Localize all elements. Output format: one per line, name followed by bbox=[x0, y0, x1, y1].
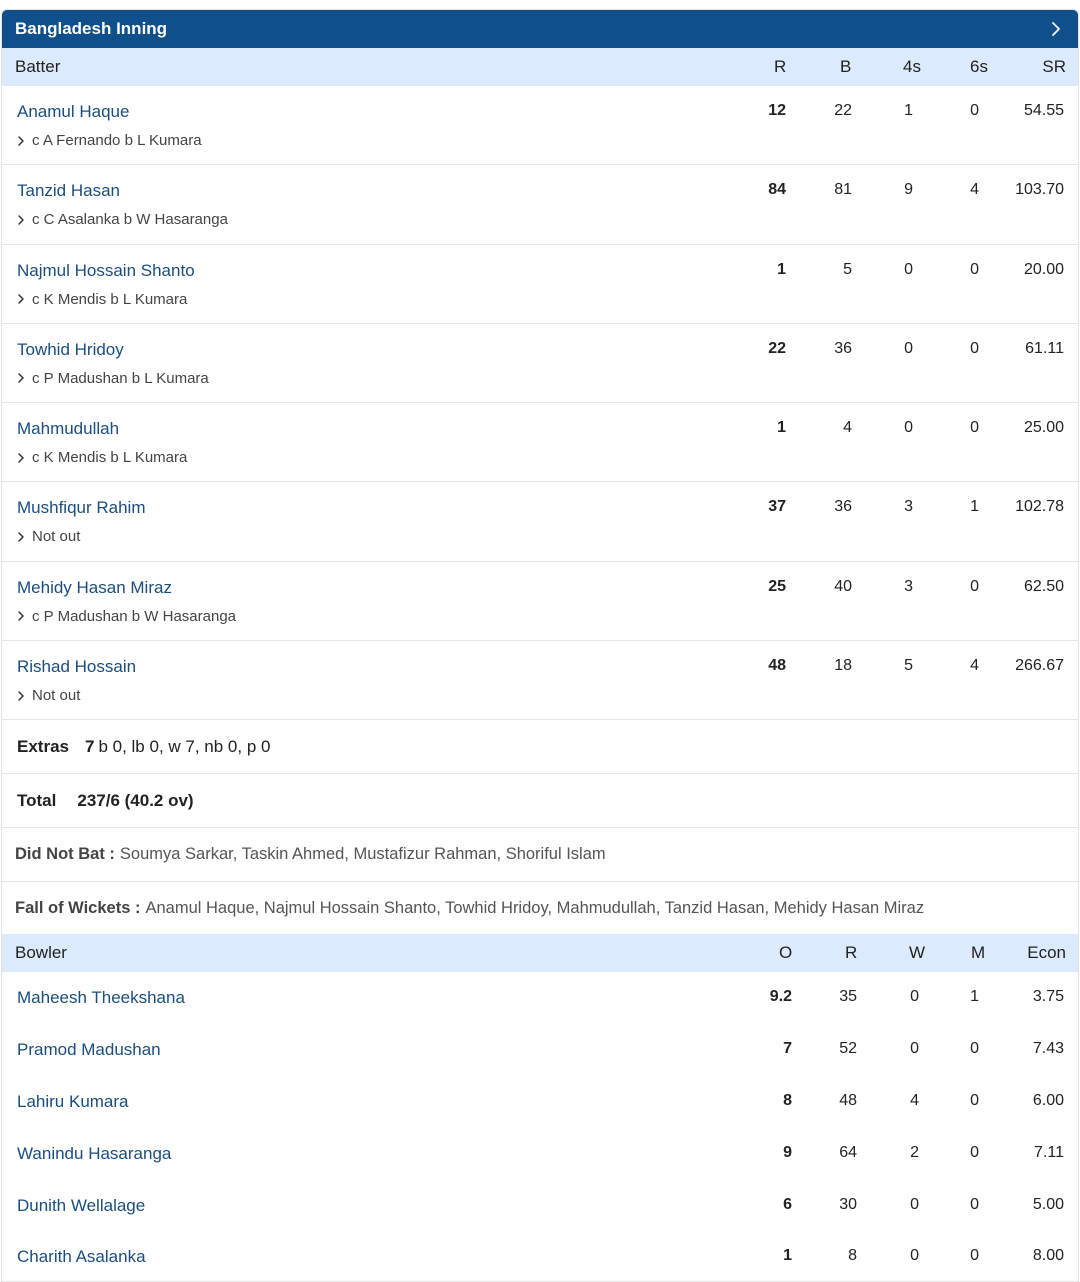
extras-detail: b 0, lb 0, w 7, nb 0, p 0 bbox=[98, 736, 271, 756]
economy-cell: 3.75 bbox=[1032, 988, 1064, 1006]
fours-cell: 0 bbox=[904, 260, 913, 278]
overs-cell: 1 bbox=[783, 1247, 792, 1265]
fours-cell: 3 bbox=[904, 577, 913, 595]
bowler-row bbox=[2, 972, 1078, 1024]
batter-row bbox=[2, 403, 1078, 482]
economy-cell: 5.00 bbox=[1032, 1195, 1064, 1213]
runs-conceded-cell: 35 bbox=[839, 988, 857, 1006]
overs-cell: 9.2 bbox=[769, 988, 792, 1006]
strike-rate-cell: 103.70 bbox=[1015, 181, 1064, 199]
maidens-cell: 0 bbox=[970, 1143, 979, 1161]
dismissal-text: c K Mendis b L Kumara bbox=[32, 449, 188, 467]
did-not-bat-players: Soumya Sarkar, Taskin Ahmed, Mustafizur Rahman, Shoriful Islam bbox=[119, 845, 606, 864]
batter-row bbox=[2, 86, 1078, 165]
wickets-cell: 0 bbox=[910, 1247, 919, 1265]
total-value: 237/6 (40.2 ov) bbox=[77, 790, 194, 810]
batter-row bbox=[2, 562, 1078, 641]
wickets-cell: 0 bbox=[910, 1195, 919, 1213]
total-row bbox=[2, 774, 1078, 828]
maidens-cell: 0 bbox=[970, 1195, 979, 1213]
bowler-name-link[interactable]: Dunith Wellalage bbox=[17, 1195, 146, 1215]
fours-cell: 0 bbox=[904, 419, 913, 437]
maidens-cell: 0 bbox=[970, 1247, 979, 1265]
innings-title: Bangladesh Inning bbox=[15, 19, 168, 38]
batter-name-link[interactable]: Anamul Haque bbox=[17, 102, 130, 121]
batter-row bbox=[2, 245, 1078, 324]
strike-rate-cell: 266.67 bbox=[1015, 657, 1064, 675]
bowler-row bbox=[2, 1180, 1078, 1232]
wickets-cell: 0 bbox=[910, 1040, 919, 1058]
strike-rate-cell: 25.00 bbox=[1023, 419, 1064, 437]
batter-row bbox=[2, 641, 1078, 720]
sixes-cell: 0 bbox=[970, 339, 979, 357]
economy-cell: 6.00 bbox=[1032, 1091, 1064, 1109]
maidens-cell: 0 bbox=[970, 1091, 979, 1109]
overs-cell: 9 bbox=[783, 1143, 792, 1161]
overs-cell: 6 bbox=[783, 1195, 792, 1213]
bowlers-list bbox=[2, 972, 1078, 1282]
innings-scorecard bbox=[1, 9, 1079, 1282]
wickets-cell: 4 bbox=[910, 1091, 919, 1109]
dismissal-text: c A Fernando b L Kumara bbox=[32, 132, 202, 149]
balls-cell: 5 bbox=[843, 260, 852, 278]
sixes-cell: 1 bbox=[970, 498, 979, 516]
runs-column-header: R bbox=[774, 57, 787, 76]
maidens-cell: 1 bbox=[970, 988, 979, 1006]
sixes-cell: 4 bbox=[970, 657, 979, 675]
sixes-cell: 0 bbox=[970, 419, 979, 437]
runs-cell: 12 bbox=[768, 102, 786, 119]
extras-row bbox=[2, 720, 1078, 774]
balls-cell: 36 bbox=[834, 339, 852, 357]
dismissal-info[interactable] bbox=[17, 370, 209, 387]
balls-cell: 36 bbox=[834, 498, 852, 516]
batter-name-link[interactable]: Towhid Hridoy bbox=[17, 339, 124, 359]
dismissal-info[interactable] bbox=[17, 291, 187, 308]
runs-conceded-cell: 52 bbox=[839, 1040, 857, 1058]
bowler-row bbox=[2, 1128, 1078, 1180]
batter-name-link[interactable]: Tanzid Hasan bbox=[17, 181, 121, 201]
wickets-column-header: W bbox=[909, 943, 926, 963]
sixes-cell: 0 bbox=[970, 260, 979, 278]
dismissal-info[interactable] bbox=[17, 687, 80, 704]
dismissal-info[interactable] bbox=[17, 211, 228, 228]
runs-cell: 25 bbox=[768, 577, 786, 595]
batting-table-header bbox=[2, 48, 1078, 86]
runs-conceded-cell: 30 bbox=[839, 1195, 857, 1213]
fours-cell: 0 bbox=[904, 339, 913, 357]
fall-of-wickets-row bbox=[2, 882, 1078, 934]
bowler-name-link[interactable]: Lahiru Kumara bbox=[17, 1091, 129, 1111]
dismissal-info[interactable] bbox=[17, 608, 236, 625]
strike-rate-cell: 61.11 bbox=[1025, 339, 1064, 357]
chevron-right-icon bbox=[17, 214, 29, 226]
extras-label: Extras bbox=[17, 736, 69, 756]
balls-cell: 4 bbox=[843, 419, 852, 437]
bowler-name-link[interactable]: Charith Asalanka bbox=[17, 1247, 146, 1267]
balls-column-header: B bbox=[840, 57, 852, 76]
chevron-right-icon[interactable] bbox=[1046, 19, 1066, 39]
balls-cell: 22 bbox=[834, 102, 852, 119]
bowler-name-link[interactable]: Pramod Madushan bbox=[17, 1040, 161, 1060]
bowler-name-link[interactable]: Wanindu Hasaranga bbox=[17, 1143, 172, 1163]
runs-cell: 22 bbox=[768, 339, 786, 357]
bowler-row bbox=[2, 1076, 1078, 1128]
chevron-right-icon bbox=[17, 372, 29, 384]
economy-column-header: Econ bbox=[1027, 943, 1066, 963]
runs-conceded-cell: 48 bbox=[839, 1091, 857, 1109]
dismissal-text: c C Asalanka b W Hasaranga bbox=[32, 211, 228, 229]
economy-cell: 7.11 bbox=[1034, 1143, 1064, 1161]
batters-list bbox=[2, 86, 1078, 720]
fall-of-wickets-label: Fall of Wickets : bbox=[15, 898, 141, 917]
sixes-column-header: 6s bbox=[970, 57, 988, 76]
chevron-right-icon bbox=[17, 452, 29, 464]
strike-rate-column-header: SR bbox=[1042, 57, 1066, 76]
batter-name-link[interactable]: Mehidy Hasan Miraz bbox=[17, 577, 172, 597]
innings-header[interactable] bbox=[2, 10, 1078, 48]
bowler-row bbox=[2, 1024, 1078, 1076]
balls-cell: 40 bbox=[834, 577, 852, 595]
dismissal-text: Not out bbox=[32, 687, 81, 705]
strike-rate-cell: 102.78 bbox=[1015, 498, 1064, 516]
dismissal-text: c P Madushan b L Kumara bbox=[32, 369, 209, 387]
dismissal-info[interactable] bbox=[17, 132, 202, 149]
chevron-right-icon bbox=[17, 293, 29, 305]
bowler-row bbox=[2, 1231, 1078, 1282]
batter-row bbox=[2, 165, 1078, 244]
batter-name-link[interactable]: Mushfiqur Rahim bbox=[17, 498, 146, 518]
fours-cell: 9 bbox=[904, 181, 913, 199]
dismissal-text: Not out bbox=[32, 528, 81, 546]
extras-total: 7 bbox=[84, 736, 95, 756]
economy-cell: 8.00 bbox=[1032, 1247, 1064, 1265]
chevron-right-icon bbox=[17, 690, 29, 702]
bowler-name-link[interactable]: Maheesh Theekshana bbox=[17, 988, 185, 1008]
dismissal-text: c P Madushan b W Hasaranga bbox=[32, 607, 237, 625]
overs-cell: 8 bbox=[783, 1091, 792, 1109]
fall-of-wickets-players: Anamul Haque, Najmul Hossain Shanto, Towhid Hridoy, Mahmudullah, Tanzid Hasan, Mehidy Hasan Miraz bbox=[145, 898, 925, 917]
sixes-cell: 0 bbox=[970, 102, 979, 119]
runs-cell: 1 bbox=[777, 260, 786, 278]
batter-name-link[interactable]: Rishad Hossain bbox=[17, 657, 137, 677]
dismissal-info[interactable] bbox=[17, 528, 80, 545]
bowling-table-header bbox=[2, 934, 1078, 972]
did-not-bat-label: Did Not Bat : bbox=[15, 845, 115, 864]
runs-conceded-cell: 64 bbox=[839, 1143, 857, 1161]
batter-name-link[interactable]: Mahmudullah bbox=[17, 419, 120, 439]
fours-cell: 1 bbox=[904, 102, 913, 119]
economy-cell: 7.43 bbox=[1032, 1040, 1064, 1058]
bowler-column-header: Bowler bbox=[15, 943, 67, 963]
batter-column-header: Batter bbox=[15, 57, 61, 76]
runs-conceded-cell: 8 bbox=[848, 1247, 857, 1265]
dismissal-info[interactable] bbox=[17, 449, 187, 466]
strike-rate-cell: 54.55 bbox=[1023, 102, 1064, 119]
fours-cell: 3 bbox=[904, 498, 913, 516]
chevron-right-icon bbox=[17, 135, 29, 147]
balls-cell: 18 bbox=[834, 657, 852, 675]
fours-column-header: 4s bbox=[903, 57, 921, 76]
runs-cell: 37 bbox=[768, 498, 786, 516]
sixes-cell: 0 bbox=[970, 577, 979, 595]
maidens-column-header: M bbox=[971, 943, 986, 963]
runs-cell: 48 bbox=[768, 657, 786, 675]
wickets-cell: 2 bbox=[910, 1143, 919, 1161]
maidens-cell: 0 bbox=[970, 1040, 979, 1058]
sixes-cell: 4 bbox=[970, 181, 979, 199]
total-label: Total bbox=[17, 790, 57, 810]
chevron-right-icon bbox=[17, 610, 29, 622]
fours-cell: 5 bbox=[904, 657, 913, 675]
overs-cell: 7 bbox=[783, 1040, 792, 1058]
runs-conceded-column-header: R bbox=[845, 943, 858, 963]
batter-row bbox=[2, 324, 1078, 403]
runs-cell: 84 bbox=[768, 181, 786, 199]
dismissal-text: c K Mendis b L Kumara bbox=[32, 290, 188, 308]
batter-row bbox=[2, 482, 1078, 561]
overs-column-header: O bbox=[779, 943, 793, 963]
strike-rate-cell: 62.50 bbox=[1023, 577, 1064, 595]
strike-rate-cell: 20.00 bbox=[1023, 260, 1064, 278]
batter-name-link[interactable]: Najmul Hossain Shanto bbox=[17, 260, 195, 280]
did-not-bat-row bbox=[2, 828, 1078, 882]
balls-cell: 81 bbox=[834, 181, 852, 199]
chevron-right-icon bbox=[17, 531, 29, 543]
wickets-cell: 0 bbox=[910, 988, 919, 1006]
runs-cell: 1 bbox=[777, 419, 786, 437]
